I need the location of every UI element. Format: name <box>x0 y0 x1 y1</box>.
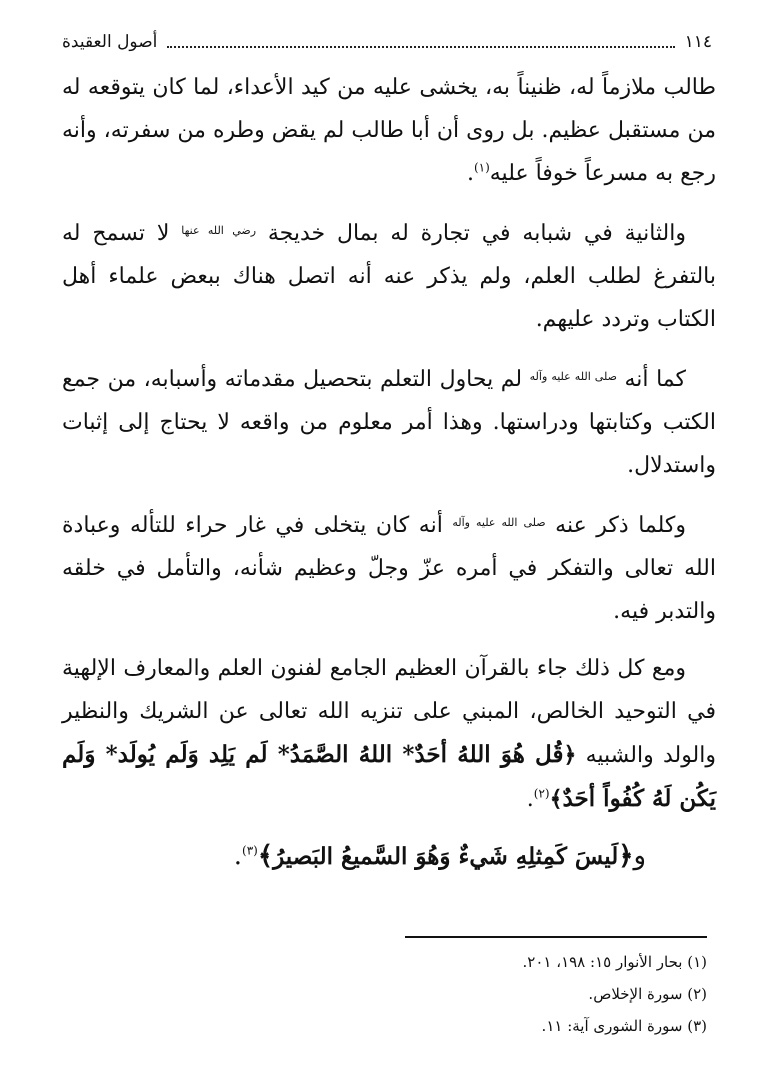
page-number: ١١٤ <box>684 32 712 52</box>
footnotes <box>57 946 707 1042</box>
paragraph-text: و <box>633 841 646 871</box>
paragraph-text: وكلما ذكر عنه <box>555 513 686 538</box>
paragraph-5 <box>62 647 716 821</box>
footnote-2: (٢) سورة الإخلاص. <box>588 985 707 1003</box>
footnote-ref-2[interactable]: (٢) <box>533 786 550 801</box>
quran-verse-ikhlas: قُل هُوَ اللهُ أحَدٌ* اللهُ الصَّمَدُ* لَم يَلِد وَلَم يُولَد* وَلَم يَكُن لَهُ كُفُواً أحَدٌ <box>62 741 716 812</box>
paragraph-text: طالب ملازماً له، ظنيناً به، يخشى عليه من كيد الأعداء، لما كان يتوقعه له من مستقبل عظيم. بل روى أن أبا طالب لم يقض وطره من سفرته، وأنه رجع به مسرعاً خوفاً عليه <box>62 75 716 186</box>
punctuation: . <box>233 841 243 871</box>
ornate-bracket-close: ﴾ <box>257 841 274 871</box>
header-dot-leader <box>167 46 674 48</box>
paragraph-text: كما أنه <box>624 367 686 392</box>
ornate-bracket-close: ﴾ <box>549 786 563 812</box>
honorific-glyph: صلى الله عليه وآله <box>452 516 546 529</box>
honorific-glyph: صلى الله عليه وآله <box>529 370 617 383</box>
paragraph-6 <box>62 835 716 878</box>
footnote-ref-1[interactable]: (١) <box>473 160 490 175</box>
main-text <box>62 66 716 892</box>
paragraph-text: ومع كل ذلك جاء بالقرآن العظيم الجامع لفنون العلم والمعارف الإلهية في التوحيد الخالص، المبني على تنزيه الله تعالى عن الشريك والنظير والولد والشبيه <box>62 656 716 768</box>
ornate-bracket-open: ﴿ <box>563 742 577 768</box>
paragraph-text: لا تسمح له بالتفرغ لطلب العلم، ولم يذكر عنه أنه اتصل هناك ببعض علماء أهل الكتاب وتردد عليهم. <box>62 221 716 332</box>
paragraph-text: أنه كان يتخلى في غار حراء للتأله وعبادة الله تعالى والتفكر في أمره عزّ وجلّ وعظيم شأنه، والتأمل في خلقه والتدبر فيه. <box>62 513 716 624</box>
ornate-bracket-open: ﴿ <box>618 841 634 871</box>
footnote-3: (٣) سورة الشورى آية: ١١. <box>541 1017 707 1035</box>
punctuation: . <box>526 787 534 812</box>
punctuation: . <box>466 161 474 186</box>
running-header <box>62 28 712 56</box>
paragraph-3 <box>62 355 716 487</box>
quran-verse-shura: لَيسَ كَمِثلِهِ شَيءٌ وَهُوَ السَّميعُ البَصيرُ <box>273 843 619 870</box>
footnote-1: (١) بحار الأنوار ١٥: ١٩٨، ٢٠١. <box>522 953 707 971</box>
footnote-ref-3[interactable]: (٣) <box>242 843 258 858</box>
book-title: أصول العقيدة <box>62 32 158 52</box>
paragraph-1 <box>62 66 716 195</box>
honorific-glyph: رضي الله عنها <box>181 224 257 237</box>
paragraph-text: والثانية في شبابه في تجارة له بمال خديجة <box>267 221 686 246</box>
paragraph-text: لم يحاول التعلم بتحصيل مقدماته وأسبابه، من جمع الكتب وكتابتها ودراستها. وهذا أمر معلوم من واقعه لا يحتاج إلى إثبات واستدلال. <box>62 367 716 478</box>
paragraph-2 <box>62 209 716 341</box>
footnote-separator <box>405 936 707 938</box>
paragraph-4 <box>62 501 716 633</box>
